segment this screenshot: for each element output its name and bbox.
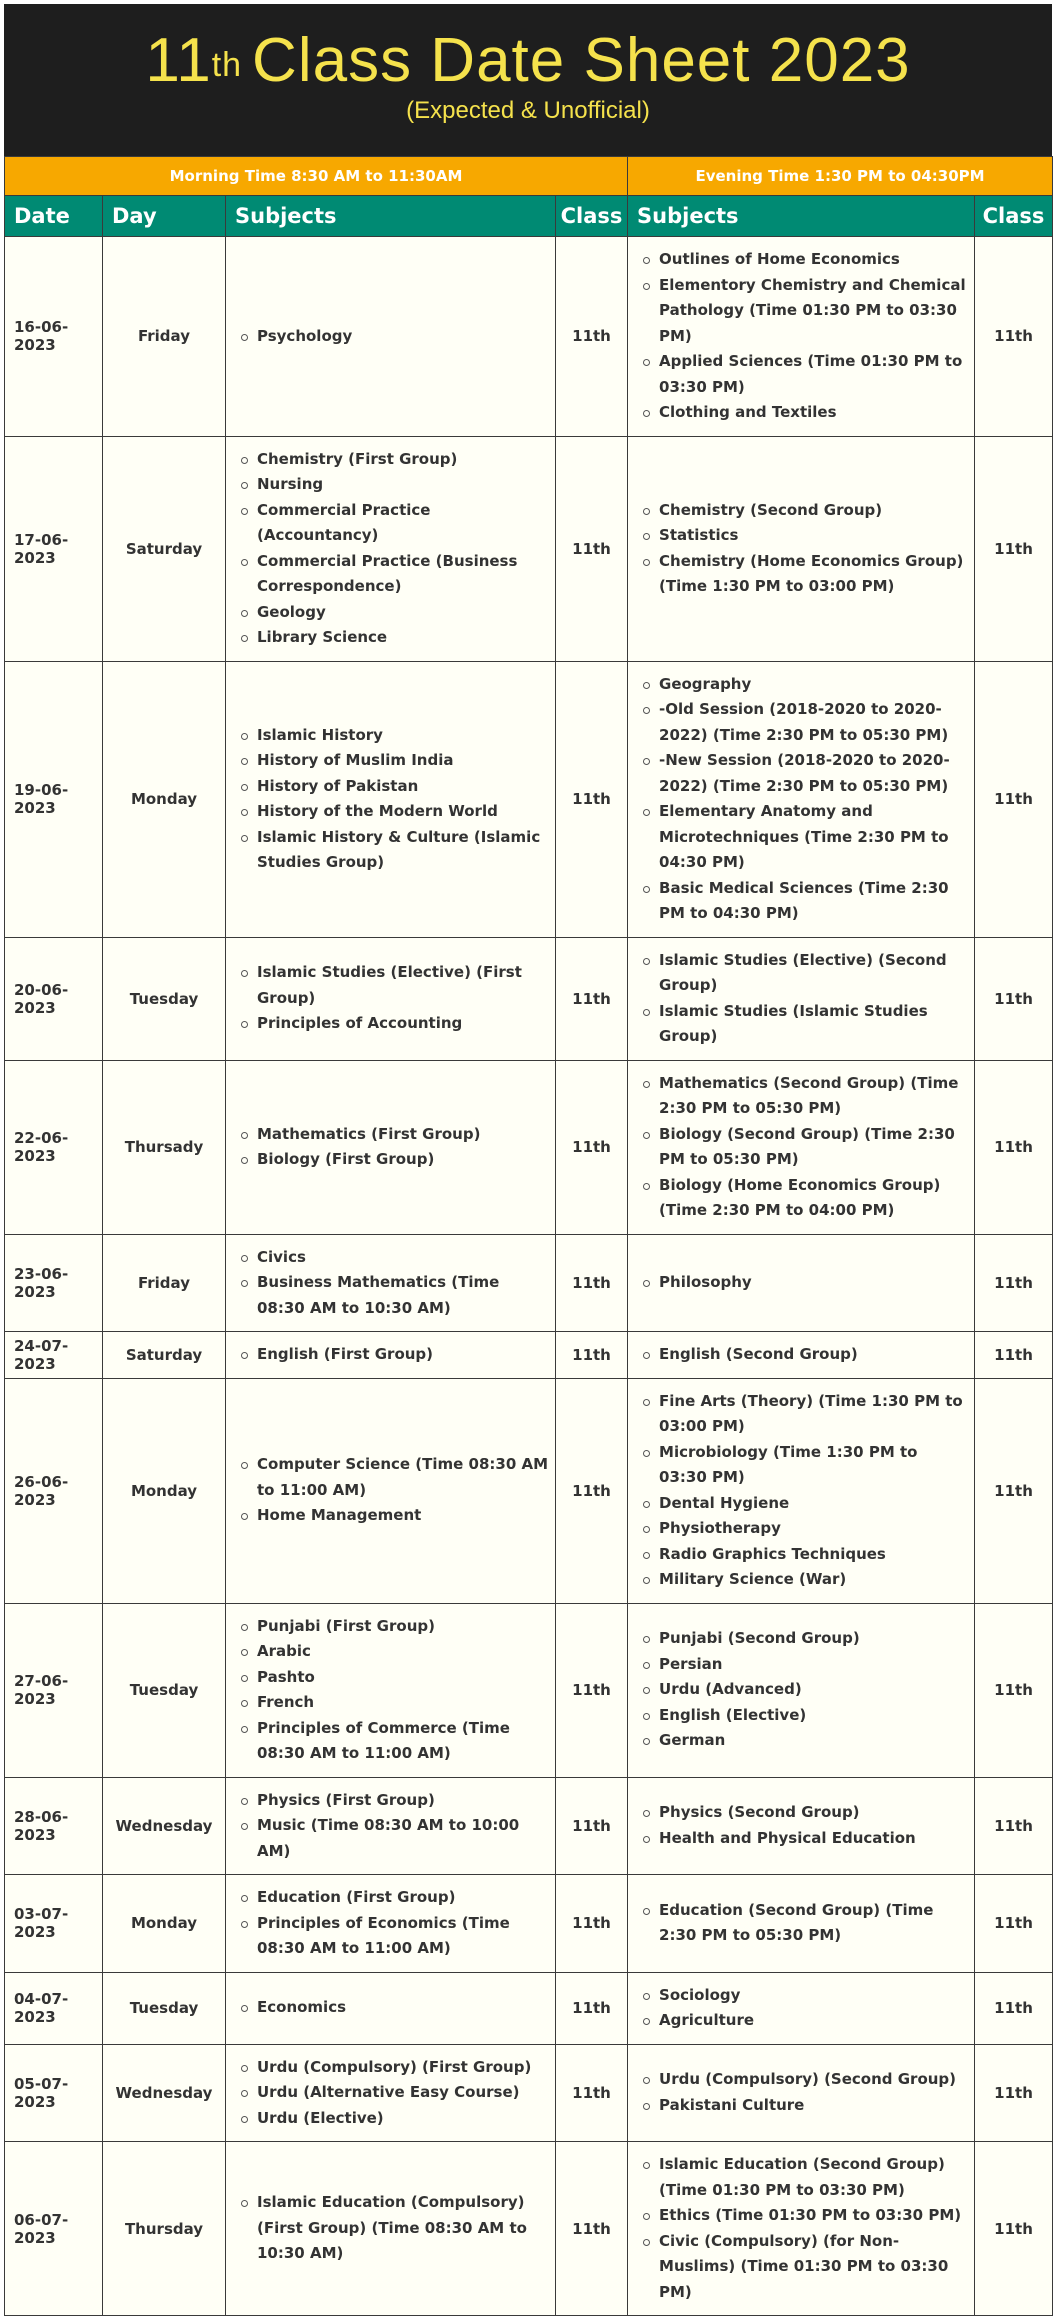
table-row — [5, 1603, 1053, 1777]
subject-list — [642, 1071, 968, 1224]
subject-item: English (Second Group) — [642, 1342, 968, 1368]
date-cell: 23-06-2023 — [5, 1234, 103, 1332]
subject-item: Computer Science (Time 08:30 AM to 11:00 AM) — [240, 1452, 549, 1503]
subject-list — [240, 1614, 549, 1767]
subject-list — [240, 723, 549, 876]
evening-session-label: Evening Time 1:30 PM to 04:30PM — [628, 157, 1053, 196]
subject-item: Islamic History — [240, 723, 549, 749]
subject-item: Dental Hygiene — [642, 1491, 968, 1517]
evening-subjects-cell — [628, 237, 975, 437]
morning-class-cell: 11th — [556, 1603, 628, 1777]
day-cell: Saturday — [103, 436, 226, 661]
subject-item: Psychology — [240, 324, 549, 350]
morning-subjects-cell — [226, 2044, 556, 2142]
table-row — [5, 2044, 1053, 2142]
morning-session-label: Morning Time 8:30 AM to 11:30AM — [5, 157, 628, 196]
subject-list — [642, 672, 968, 927]
subject-item: Education (Second Group) (Time 2:30 PM to 05:30 PM) — [642, 1898, 968, 1949]
evening-class-cell: 11th — [975, 1332, 1053, 1379]
date-cell: 27-06-2023 — [5, 1603, 103, 1777]
table-body — [5, 237, 1053, 2316]
subject-item: Outlines of Home Economics — [642, 247, 968, 273]
date-cell: 04-07-2023 — [5, 1972, 103, 2044]
date-cell: 19-06-2023 — [5, 661, 103, 937]
subject-list — [642, 2152, 968, 2305]
evening-class-cell: 11th — [975, 661, 1053, 937]
morning-class-cell: 11th — [556, 2142, 628, 2316]
subject-item: Urdu (Compulsory) (First Group) — [240, 2055, 549, 2081]
subject-item: Chemistry (First Group) — [240, 447, 549, 473]
subject-item: Commercial Practice (Accountancy) — [240, 498, 549, 549]
subject-list — [642, 1389, 968, 1593]
evening-subjects-cell — [628, 1060, 975, 1234]
subject-list — [642, 1342, 968, 1368]
table-row — [5, 1060, 1053, 1234]
page-subtitle: (Expected & Unofficial) — [406, 97, 650, 124]
morning-subjects-cell — [226, 1060, 556, 1234]
evening-subjects-cell — [628, 1378, 975, 1603]
date-cell: 26-06-2023 — [5, 1378, 103, 1603]
morning-class-cell: 11th — [556, 1234, 628, 1332]
subject-list — [240, 1788, 549, 1865]
subject-item: Biology (Home Economics Group) (Time 2:30 PM to 04:00 PM) — [642, 1173, 968, 1224]
subject-item: Civic (Compulsory) (for Non-Muslims) (Time 01:30 PM to 03:30 PM) — [642, 2229, 968, 2306]
subject-list — [240, 447, 549, 651]
subject-item: Islamic Studies (Islamic Studies Group) — [642, 999, 968, 1050]
morning-class-cell: 11th — [556, 1332, 628, 1379]
table-row — [5, 937, 1053, 1060]
evening-class-cell: 11th — [975, 1777, 1053, 1875]
subject-list — [240, 960, 549, 1037]
date-sheet-table — [4, 156, 1053, 2316]
morning-class-cell: 11th — [556, 1875, 628, 1973]
table-row — [5, 2142, 1053, 2316]
date-cell: 06-07-2023 — [5, 2142, 103, 2316]
date-cell: 05-07-2023 — [5, 2044, 103, 2142]
subject-item: Military Science (War) — [642, 1567, 968, 1593]
evening-subjects-cell — [628, 1777, 975, 1875]
subject-list — [642, 498, 968, 600]
subject-item: Education (First Group) — [240, 1885, 549, 1911]
morning-class-cell: 11th — [556, 237, 628, 437]
table-row — [5, 1875, 1053, 1973]
subject-item: Mathematics (First Group) — [240, 1122, 549, 1148]
evening-subjects-cell — [628, 1603, 975, 1777]
subject-item: Principles of Economics (Time 08:30 AM to 11:00 AM) — [240, 1911, 549, 1962]
subject-list — [240, 1122, 549, 1173]
subject-item: Pashto — [240, 1665, 549, 1691]
table-row — [5, 1234, 1053, 1332]
subject-item: Persian — [642, 1652, 968, 1678]
subject-item: Chemistry (Second Group) — [642, 498, 968, 524]
page-title — [4, 26, 1052, 96]
date-cell: 17-06-2023 — [5, 436, 103, 661]
subject-item: Biology (First Group) — [240, 1147, 549, 1173]
date-cell: 16-06-2023 — [5, 237, 103, 437]
evening-class-cell: 11th — [975, 237, 1053, 437]
subject-item: Fine Arts (Theory) (Time 1:30 PM to 03:00 PM) — [642, 1389, 968, 1440]
morning-class-cell: 11th — [556, 1972, 628, 2044]
morning-subjects-cell — [226, 1603, 556, 1777]
subject-list — [642, 1270, 968, 1296]
morning-subjects-cell — [226, 661, 556, 937]
header-class-morning: Class — [556, 196, 628, 237]
subject-item: Urdu (Alternative Easy Course) — [240, 2080, 549, 2106]
subject-item: Health and Physical Education — [642, 1826, 968, 1852]
header-class-evening: Class — [975, 196, 1053, 237]
subject-list — [642, 948, 968, 1050]
subject-item: Business Mathematics (Time 08:30 AM to 10:30 AM) — [240, 1270, 549, 1321]
morning-class-cell: 11th — [556, 937, 628, 1060]
day-cell: Wednesday — [103, 2044, 226, 2142]
subject-item: Home Management — [240, 1503, 549, 1529]
subject-item: Physics (First Group) — [240, 1788, 549, 1814]
subject-item: Elementary Anatomy and Microtechniques (Time 2:30 PM to 04:30 PM) — [642, 799, 968, 876]
subject-item: History of Muslim India — [240, 748, 549, 774]
header-subjects-evening: Subjects — [628, 196, 975, 237]
day-cell: Tuesday — [103, 1972, 226, 2044]
title-number: 11 — [145, 26, 212, 95]
date-cell: 28-06-2023 — [5, 1777, 103, 1875]
header-subjects-morning: Subjects — [226, 196, 556, 237]
subject-list — [240, 1885, 549, 1962]
subject-list — [642, 2067, 968, 2118]
evening-subjects-cell — [628, 1332, 975, 1379]
subject-list — [240, 2190, 549, 2267]
subject-item: Library Science — [240, 625, 549, 651]
subject-item: Biology (Second Group) (Time 2:30 PM to 05:30 PM) — [642, 1122, 968, 1173]
subject-item: Sociology — [642, 1983, 968, 2009]
morning-subjects-cell — [226, 436, 556, 661]
subject-list — [642, 1800, 968, 1851]
subject-item: Islamic Studies (Elective) (Second Group) — [642, 948, 968, 999]
subject-item: Clothing and Textiles — [642, 400, 968, 426]
subject-list — [240, 2055, 549, 2132]
subject-item: Pakistani Culture — [642, 2093, 968, 2119]
morning-subjects-cell — [226, 1332, 556, 1379]
date-sheet — [4, 4, 1052, 2316]
subject-item: Ethics (Time 01:30 PM to 03:30 PM) — [642, 2203, 968, 2229]
subject-list — [642, 1983, 968, 2034]
column-header-row — [5, 196, 1053, 237]
date-cell: 03-07-2023 — [5, 1875, 103, 1973]
subject-item: Geology — [240, 600, 549, 626]
header-date: Date — [5, 196, 103, 237]
subject-list — [240, 1452, 549, 1529]
subject-item: Punjabi (Second Group) — [642, 1626, 968, 1652]
subject-item: English (Elective) — [642, 1703, 968, 1729]
day-cell: Friday — [103, 237, 226, 437]
subject-item: Music (Time 08:30 AM to 10:00 AM) — [240, 1813, 549, 1864]
subject-item: Commercial Practice (Business Correspondence) — [240, 549, 549, 600]
date-cell: 24-07-2023 — [5, 1332, 103, 1379]
morning-class-cell: 11th — [556, 1777, 628, 1875]
subject-list — [240, 1342, 549, 1368]
subject-item: French — [240, 1690, 549, 1716]
evening-subjects-cell — [628, 436, 975, 661]
evening-class-cell: 11th — [975, 1603, 1053, 1777]
evening-subjects-cell — [628, 2044, 975, 2142]
title-text: Class Date Sheet 2023 — [252, 26, 911, 95]
morning-subjects-cell — [226, 1234, 556, 1332]
evening-class-cell: 11th — [975, 1060, 1053, 1234]
morning-subjects-cell — [226, 2142, 556, 2316]
evening-subjects-cell — [628, 937, 975, 1060]
subject-item: -Old Session (2018-2020 to 2020-2022) (Time 2:30 PM to 05:30 PM) — [642, 697, 968, 748]
evening-subjects-cell — [628, 1234, 975, 1332]
subject-item: Principles of Commerce (Time 08:30 AM to 11:00 AM) — [240, 1716, 549, 1767]
table-row — [5, 436, 1053, 661]
day-cell: Friday — [103, 1234, 226, 1332]
morning-class-cell: 11th — [556, 2044, 628, 2142]
evening-class-cell: 11th — [975, 2142, 1053, 2316]
subject-item: Basic Medical Sciences (Time 2:30 PM to 04:30 PM) — [642, 876, 968, 927]
morning-class-cell: 11th — [556, 1060, 628, 1234]
subject-item: Statistics — [642, 523, 968, 549]
header-day: Day — [103, 196, 226, 237]
subject-item: Islamic Studies (Elective) (First Group) — [240, 960, 549, 1011]
evening-class-cell: 11th — [975, 1875, 1053, 1973]
day-cell: Thursady — [103, 1060, 226, 1234]
subject-item: Arabic — [240, 1639, 549, 1665]
morning-subjects-cell — [226, 937, 556, 1060]
subject-item: Physics (Second Group) — [642, 1800, 968, 1826]
evening-class-cell: 11th — [975, 2044, 1053, 2142]
subject-item: History of the Modern World — [240, 799, 549, 825]
subject-list — [240, 1245, 549, 1322]
day-cell: Tuesday — [103, 1603, 226, 1777]
subject-item: Principles of Accounting — [240, 1011, 549, 1037]
subject-item: Urdu (Elective) — [240, 2106, 549, 2132]
table-row — [5, 1777, 1053, 1875]
morning-subjects-cell — [226, 1378, 556, 1603]
evening-subjects-cell — [628, 661, 975, 937]
morning-class-cell: 11th — [556, 661, 628, 937]
subject-item: German — [642, 1728, 968, 1754]
morning-subjects-cell — [226, 1777, 556, 1875]
subject-item: Islamic Education (Second Group) (Time 01:30 PM to 03:30 PM) — [642, 2152, 968, 2203]
evening-subjects-cell — [628, 1875, 975, 1973]
morning-subjects-cell — [226, 1875, 556, 1973]
subject-list — [240, 1995, 549, 2021]
session-row — [5, 157, 1053, 196]
subject-item: Microbiology (Time 1:30 PM to 03:30 PM) — [642, 1440, 968, 1491]
evening-class-cell: 11th — [975, 1972, 1053, 2044]
subject-item: Urdu (Compulsory) (Second Group) — [642, 2067, 968, 2093]
subject-item: Nursing — [240, 472, 549, 498]
subject-item: Applied Sciences (Time 01:30 PM to 03:30 PM) — [642, 349, 968, 400]
subject-item: -New Session (2018-2020 to 2020-2022) (Time 2:30 PM to 05:30 PM) — [642, 748, 968, 799]
evening-class-cell: 11th — [975, 937, 1053, 1060]
evening-subjects-cell — [628, 1972, 975, 2044]
day-cell: Saturday — [103, 1332, 226, 1379]
subject-item: Islamic History & Culture (Islamic Studies Group) — [240, 825, 549, 876]
subject-list — [240, 324, 549, 350]
subject-item: Economics — [240, 1995, 549, 2021]
morning-class-cell: 11th — [556, 1378, 628, 1603]
day-cell: Wednesday — [103, 1777, 226, 1875]
subject-item: Chemistry (Home Economics Group) (Time 1:30 PM to 03:00 PM) — [642, 549, 968, 600]
date-cell: 20-06-2023 — [5, 937, 103, 1060]
subject-list — [642, 247, 968, 426]
subject-item: Radio Graphics Techniques — [642, 1542, 968, 1568]
subject-item: Philosophy — [642, 1270, 968, 1296]
subject-item: Physiotherapy — [642, 1516, 968, 1542]
subject-list — [642, 1898, 968, 1949]
evening-class-cell: 11th — [975, 436, 1053, 661]
evening-class-cell: 11th — [975, 1234, 1053, 1332]
table-row — [5, 1972, 1053, 2044]
evening-class-cell: 11th — [975, 1378, 1053, 1603]
morning-subjects-cell — [226, 237, 556, 437]
morning-class-cell: 11th — [556, 436, 628, 661]
subject-item: Civics — [240, 1245, 549, 1271]
day-cell: Monday — [103, 661, 226, 937]
subject-list — [642, 1626, 968, 1754]
table-row — [5, 1378, 1053, 1603]
subject-item: Punjabi (First Group) — [240, 1614, 549, 1640]
subject-item: Mathematics (Second Group) (Time 2:30 PM to 05:30 PM) — [642, 1071, 968, 1122]
evening-subjects-cell — [628, 2142, 975, 2316]
subject-item: History of Pakistan — [240, 774, 549, 800]
title-suffix: th — [211, 46, 243, 84]
subject-item: Urdu (Advanced) — [642, 1677, 968, 1703]
subject-item: Islamic Education (Compulsory) (First Group) (Time 08:30 AM to 10:30 AM) — [240, 2190, 549, 2267]
day-cell: Tuesday — [103, 937, 226, 1060]
day-cell: Monday — [103, 1875, 226, 1973]
title-banner — [4, 4, 1052, 156]
table-row — [5, 237, 1053, 437]
day-cell: Thursday — [103, 2142, 226, 2316]
subject-item: Geography — [642, 672, 968, 698]
subject-item: Elementory Chemistry and Chemical Pathology (Time 01:30 PM to 03:30 PM) — [642, 273, 968, 350]
table-row — [5, 661, 1053, 937]
morning-subjects-cell — [226, 1972, 556, 2044]
subject-item: English (First Group) — [240, 1342, 549, 1368]
day-cell: Monday — [103, 1378, 226, 1603]
subject-item: Agriculture — [642, 2008, 968, 2034]
date-cell: 22-06-2023 — [5, 1060, 103, 1234]
table-row — [5, 1332, 1053, 1379]
